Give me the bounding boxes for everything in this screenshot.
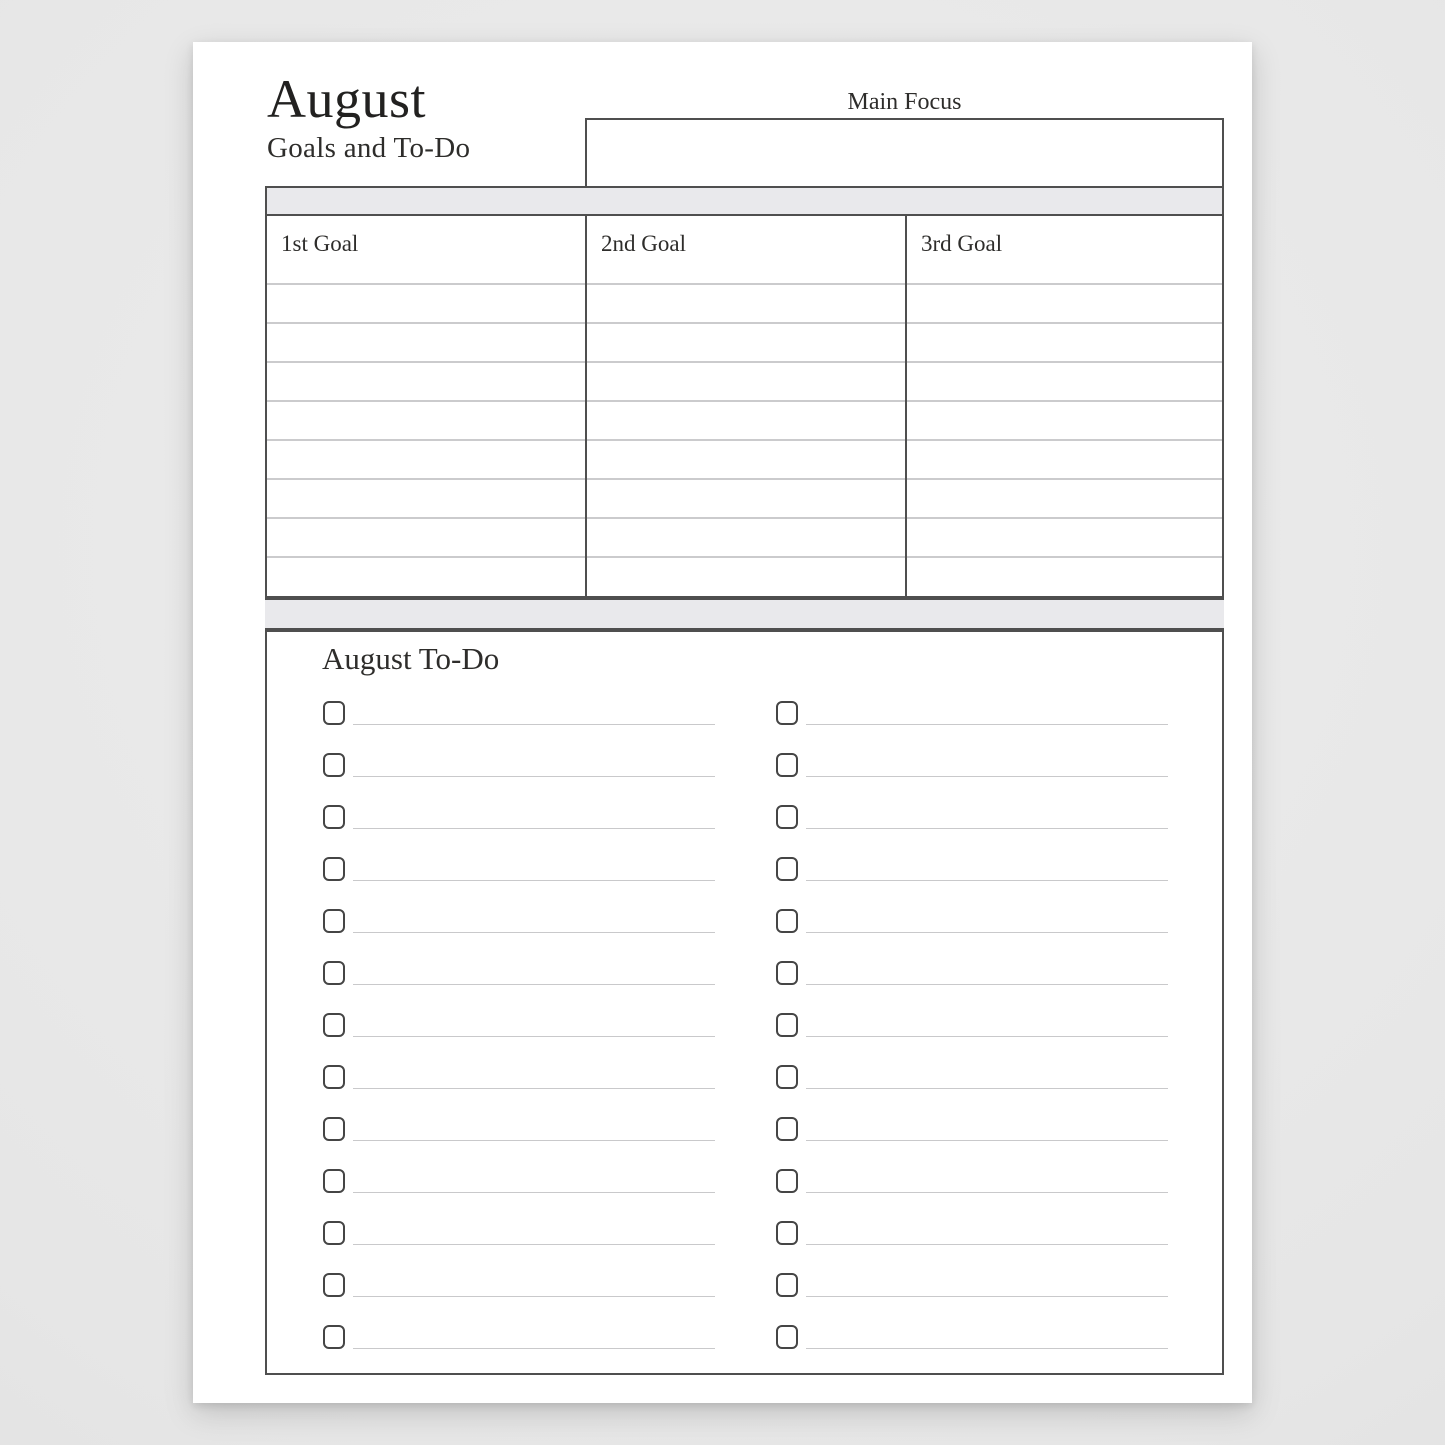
todo-write-line[interactable] <box>806 932 1168 934</box>
todo-write-line[interactable] <box>806 1296 1168 1298</box>
todo-write-line[interactable] <box>353 880 715 882</box>
todo-checkbox[interactable] <box>776 1273 798 1297</box>
todo-write-line[interactable] <box>353 1348 715 1350</box>
todo-checkbox[interactable] <box>323 805 345 829</box>
todo-item-row <box>323 805 716 857</box>
todo-item-row <box>323 909 716 961</box>
goal-rule-line <box>907 439 1222 441</box>
todo-item-row <box>323 1221 716 1273</box>
goal-rule-line <box>587 478 905 480</box>
todo-write-line[interactable] <box>353 932 715 934</box>
todo-checkbox[interactable] <box>776 1169 798 1193</box>
todo-write-line[interactable] <box>806 984 1168 986</box>
todo-checkbox[interactable] <box>776 701 798 725</box>
goal-column-3-label: 3rd Goal <box>921 231 1003 256</box>
todo-write-line[interactable] <box>806 1088 1168 1090</box>
todo-write-line[interactable] <box>806 1244 1168 1246</box>
todo-write-line[interactable] <box>353 1088 715 1090</box>
goal-rule-line <box>267 517 585 519</box>
todo-item-row <box>776 1169 1169 1221</box>
goals-header-band <box>267 188 1222 216</box>
todo-checkbox[interactable] <box>323 701 345 725</box>
todo-item-row <box>776 1325 1169 1377</box>
page-title: August <box>267 69 427 129</box>
goal-rule-line <box>267 361 585 363</box>
todo-write-line[interactable] <box>353 776 715 778</box>
goals-table <box>265 186 1224 598</box>
todo-checkbox[interactable] <box>776 1065 798 1089</box>
todo-write-line[interactable] <box>353 1036 715 1038</box>
todo-item-row <box>323 701 716 753</box>
todo-write-line[interactable] <box>806 1192 1168 1194</box>
goal-rule-line <box>267 400 585 402</box>
todo-checkbox[interactable] <box>323 857 345 881</box>
goal-rule-line <box>587 556 905 558</box>
goal-rule-line <box>267 439 585 441</box>
todo-checkbox[interactable] <box>776 961 798 985</box>
todo-item-row <box>323 1065 716 1117</box>
goal-rule-line <box>587 283 905 285</box>
todo-column-1 <box>323 701 716 1377</box>
goal-column-2-label: 2nd Goal <box>601 231 686 256</box>
main-focus-input-box[interactable] <box>585 118 1224 188</box>
todo-write-line[interactable] <box>353 724 715 726</box>
todo-checkbox[interactable] <box>776 1325 798 1349</box>
todo-item-row <box>776 909 1169 961</box>
todo-write-line[interactable] <box>806 1348 1168 1350</box>
todo-write-line[interactable] <box>353 1192 715 1194</box>
goal-rule-line <box>267 283 585 285</box>
todo-item-row <box>776 961 1169 1013</box>
goal-rule-line <box>907 361 1222 363</box>
todo-write-line[interactable] <box>806 1140 1168 1142</box>
todo-write-line[interactable] <box>806 1036 1168 1038</box>
page-header <box>267 69 471 164</box>
goal-rule-line <box>587 361 905 363</box>
todo-checkbox[interactable] <box>323 753 345 777</box>
todo-write-line[interactable] <box>353 1140 715 1142</box>
goal-rule-line <box>907 283 1222 285</box>
todo-checkbox[interactable] <box>323 1273 345 1297</box>
todo-write-line[interactable] <box>806 724 1168 726</box>
goal-rule-line <box>907 517 1222 519</box>
todo-item-row <box>776 1221 1169 1273</box>
main-focus-label: Main Focus <box>847 89 962 115</box>
todo-item-row <box>323 857 716 909</box>
goal-rule-line <box>587 517 905 519</box>
todo-checkbox[interactable] <box>323 1221 345 1245</box>
goal-rule-line <box>907 478 1222 480</box>
todo-write-line[interactable] <box>806 880 1168 882</box>
todo-item-row <box>776 1273 1169 1325</box>
todo-section <box>265 630 1224 1375</box>
todo-checkbox[interactable] <box>323 909 345 933</box>
goal-rule-line <box>587 400 905 402</box>
todo-item-row <box>323 1325 716 1377</box>
todo-write-line[interactable] <box>353 1244 715 1246</box>
todo-checkbox[interactable] <box>323 1117 345 1141</box>
goal-column-2[interactable] <box>585 216 905 596</box>
goal-rule-line <box>267 322 585 324</box>
goal-rule-line <box>267 478 585 480</box>
todo-checkbox[interactable] <box>776 1221 798 1245</box>
todo-write-line[interactable] <box>806 828 1168 830</box>
todo-column-2 <box>776 701 1169 1377</box>
goal-rule-line <box>587 322 905 324</box>
goal-column-1-label: 1st Goal <box>281 231 359 256</box>
todo-write-line[interactable] <box>353 1296 715 1298</box>
goal-column-3[interactable] <box>905 216 1222 596</box>
todo-write-line[interactable] <box>353 984 715 986</box>
goal-rule-line <box>907 400 1222 402</box>
todo-item-row <box>776 805 1169 857</box>
todo-item-row <box>776 857 1169 909</box>
todo-write-line[interactable] <box>353 828 715 830</box>
todo-divider-band <box>265 598 1224 630</box>
todo-checkbox[interactable] <box>323 1013 345 1037</box>
goal-rule-line <box>907 556 1222 558</box>
goal-rule-line <box>267 556 585 558</box>
todo-checkbox[interactable] <box>323 1325 345 1349</box>
todo-checkbox[interactable] <box>776 1117 798 1141</box>
todo-checkbox[interactable] <box>776 909 798 933</box>
goal-column-1[interactable] <box>267 216 585 596</box>
todo-checkbox[interactable] <box>776 753 798 777</box>
goal-rule-line <box>907 322 1222 324</box>
todo-item-row <box>776 1013 1169 1065</box>
goal-rule-line <box>587 439 905 441</box>
todo-checkbox[interactable] <box>776 857 798 881</box>
todo-item-row <box>323 1013 716 1065</box>
todo-item-row <box>776 753 1169 805</box>
todo-item-row <box>776 701 1169 753</box>
todo-item-row <box>776 1117 1169 1169</box>
todo-item-row <box>323 1169 716 1221</box>
todo-checkbox[interactable] <box>323 1169 345 1193</box>
todo-item-row <box>323 753 716 805</box>
todo-title: August To-Do <box>322 641 500 676</box>
todo-checkbox[interactable] <box>323 1065 345 1089</box>
todo-checkbox[interactable] <box>776 805 798 829</box>
todo-item-row <box>776 1065 1169 1117</box>
planner-page <box>193 42 1252 1403</box>
page-subtitle: Goals and To-Do <box>267 132 471 164</box>
todo-checkbox[interactable] <box>323 961 345 985</box>
todo-item-row <box>323 961 716 1013</box>
todo-item-row <box>323 1273 716 1325</box>
goals-columns <box>267 216 1222 596</box>
todo-item-row <box>323 1117 716 1169</box>
todo-checkbox[interactable] <box>776 1013 798 1037</box>
todo-write-line[interactable] <box>806 776 1168 778</box>
